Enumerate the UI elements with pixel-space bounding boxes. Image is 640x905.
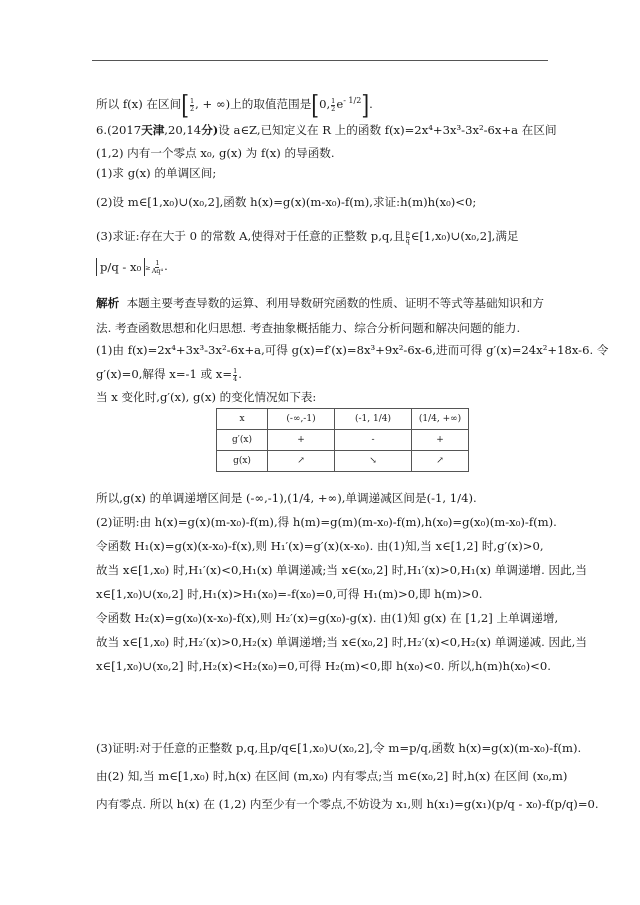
solution-p1a: (1)由 f(x)=2x⁴+3x³-3x²-6x+a,可得 g(x)=f′(x)=8x³+9x²-6x-6,进而可得 g′(x)=24x²+18x-6. 令 [96,343,609,357]
table-row: x (-∞,-1) (-1, 1/4) (1/4, +∞) [217,409,469,430]
problem-stem-line2: (1,2) 内有一个零点 x₀, g(x) 为 f(x) 的导函数. [96,146,335,160]
solution-intro-line2: 法. 考查函数思想和化归思想. 考查抽象概括能力、综合分析问题和解决问题的能力. [96,321,521,335]
problem-q3-inequality: p/q - x₀ ≥ $\frac{1}{\text{Aq⁴}}$ . [96,257,168,276]
solution-p2c: 故当 x∈[1,x₀) 时,H₁′(x)<0,H₁(x) 单调递减;当 x∈(x₀,2] 时,H₁′(x)>0,H₁(x) 单调递增. 因此,当 [96,563,587,577]
solution-p2d: x∈[1,x₀)∪(x₀,2] 时,H₁(x)>H₁(x₀)=-f(x₀)=0,可得 H₁(m)>0,即 h(m)>0. [96,587,483,601]
solution-p2f: 故当 x∈[1,x₀) 时,H₂′(x)>0,H₂(x) 单调递增;当 x∈(x₀,2] 时,H₂′(x)<0,H₂(x) 单调递减. 因此,当 [96,635,587,649]
solution-p2e: 令函数 H₂(x)=g(x₀)(x-x₀)-f(x),则 H₂′(x)=g(x₀)-g(x). 由(1)知 g(x) 在 [1,2] 上单调递增, [96,611,559,625]
solution-p2b: 令函数 H₁(x)=g(x)(x-x₀)-f(x),则 H₁′(x)=g′(x)(x-x₀). 由(1)知,当 x∈[1,2] 时,g′(x)>0, [96,539,544,553]
problem-q2: (2)设 m∈[1,x₀)∪(x₀,2],函数 h(x)=g(x)(m-x₀)-f(m),求证:h(m)h(x₀)<0; [96,195,477,209]
solution-p1b: g′(x)=0,解得 x=-1 或 x= $\frac{1}{4}$ . [96,366,242,383]
solution-intro-line1: 解析 本题主要考查导数的运算、利用导数研究函数的性质、证明不等式等基础知识和方 [96,296,544,310]
solution-p3c: 内有零点. 所以 h(x) 在 (1,2) 内至少有一个零点,不妨设为 x₁,则 h(x₁)=g(x₁)(p/q - x₀)-f(p/q)=0. [96,797,599,811]
problem-q3: (3)求证:存在大于 0 的常数 A,使得对于任意的正整数 p,q,且 $\frac{p}{q}$ ∈[1,x₀)∪(x₀,2],满足 [96,228,519,245]
problem-stem-line1: 6.(2017天津,20,14分)设 a∈Z,已知定义在 R 上的函数 f(x)=2x⁴+3x³-3x²-6x+a 在区间 [96,123,557,137]
table-row: g′(x) + - + [217,430,469,451]
variation-table [216,408,469,472]
prev-conclusion-line: 所以 f(x) 在区间[ $\frac{1}{2}$ , + ∞)上的取值范围是[0, $\frac{1}{2}$ $e^{- 1/2}$]. [96,89,373,121]
solution-p1c: 当 x 变化时,g′(x), g(x) 的变化情况如下表: [96,390,317,404]
problem-q1: (1)求 g(x) 的单调区间; [96,166,217,180]
solution-p3b: 由(2) 知,当 m∈[1,x₀) 时,h(x) 在区间 (m,x₀) 内有零点;当 m∈(x₀,2] 时,h(x) 在区间 (x₀,m) [96,769,568,783]
solution-p1d: 所以,g(x) 的单调递增区间是 (-∞,-1),(1/4, +∞),单调递减区间是(-1, 1/4). [96,491,477,505]
solution-p2g: x∈[1,x₀)∪(x₀,2] 时,H₂(x)<H₂(x₀)=0,可得 H₂(m)<0,即 h(x₀)<0. 所以,h(m)h(x₀)<0. [96,659,551,673]
table-row: g(x) ↗ ↘ ↗ [217,451,469,472]
solution-p2a: (2)证明:由 h(x)=g(x)(m-x₀)-f(m),得 h(m)=g(m)(m-x₀)-f(m),h(x₀)=g(x₀)(m-x₀)-f(m). [96,515,557,529]
header-rule [92,60,548,61]
solution-p3a: (3)证明:对于任意的正整数 p,q,且p/q∈[1,x₀)∪(x₀,2],令 m=p/q,函数 h(x)=g(x)(m-x₀)-f(m). [96,741,582,755]
solution-label: 解析 [96,296,120,310]
